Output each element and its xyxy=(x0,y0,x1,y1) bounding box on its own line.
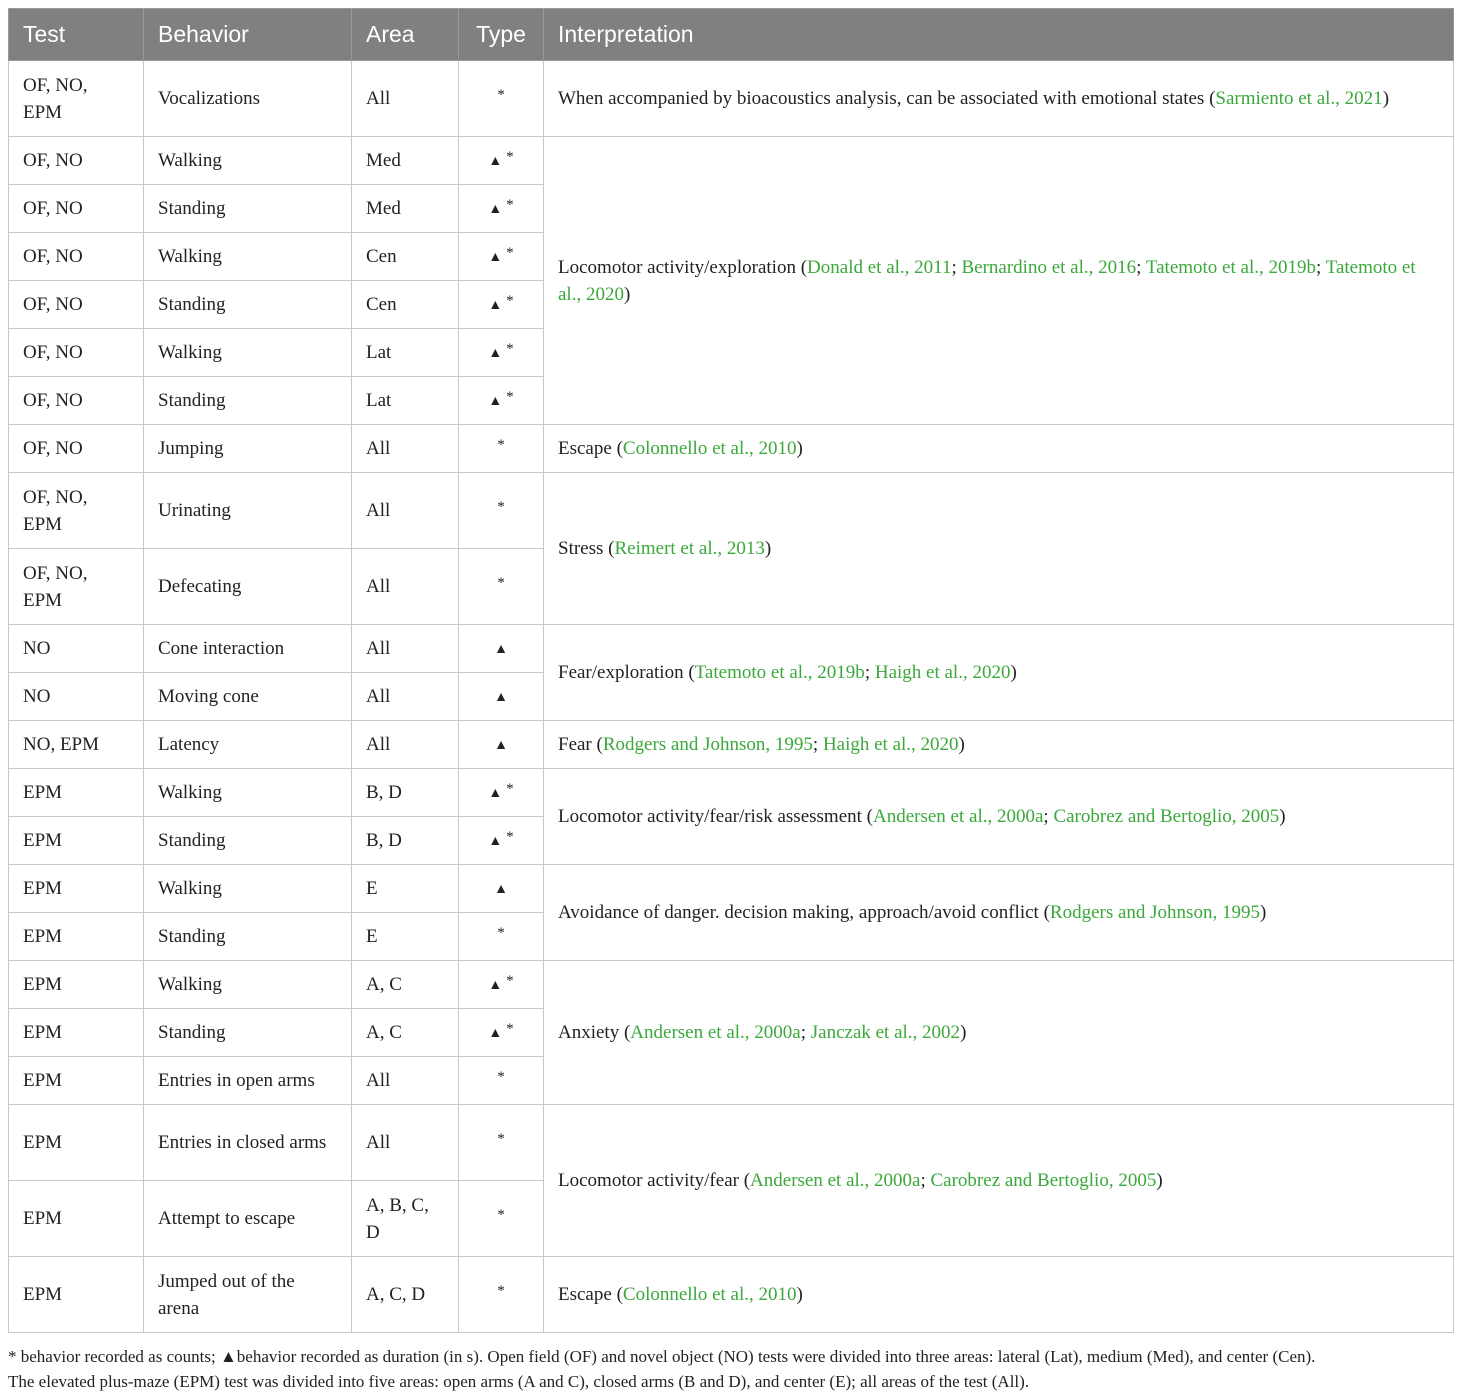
table-row xyxy=(9,961,1454,1009)
citation-link[interactable]: Reimert et al., 2013 xyxy=(614,538,765,559)
cell-behavior: Standing xyxy=(144,817,352,865)
interpretation-label: When accompanied by bioacoustics analysis, can be associated with emotional states xyxy=(558,88,1205,109)
table-row xyxy=(9,721,1454,769)
cell-test: OF, NO xyxy=(9,137,144,185)
count-asterisk-icon: * xyxy=(506,341,514,357)
duration-triangle-icon: ▲ xyxy=(488,298,503,313)
citation-link[interactable]: Colonnello et al., 2010 xyxy=(622,1284,797,1305)
citation-link[interactable]: Carobrez and Bertoglio, 2005 xyxy=(1053,806,1280,827)
table-row xyxy=(9,865,1454,913)
duration-triangle-icon: ▲ xyxy=(488,394,503,409)
table-footnote xyxy=(8,1344,1456,1394)
cell-area: A, C xyxy=(352,961,459,1009)
interpretation-label: Locomotor activity/fear xyxy=(558,1170,739,1191)
cell-test: OF, NO, EPM xyxy=(9,473,144,549)
header-interpretation: Interpretation xyxy=(544,9,1454,61)
count-asterisk-icon: * xyxy=(497,575,505,591)
cell-interpretation: Locomotor activity/exploration (Donald et al., 2011; Bernardino et al., 2016; Tatemoto et al., 2019b; Tatemoto et al., 2020) xyxy=(544,137,1454,425)
cell-test: NO xyxy=(9,625,144,673)
duration-triangle-icon: ▲ xyxy=(494,642,508,657)
duration-triangle-icon: ▲ xyxy=(488,834,503,849)
cell-type xyxy=(459,377,544,425)
table-row xyxy=(9,1257,1454,1333)
cell-behavior: Walking xyxy=(144,233,352,281)
citation-link[interactable]: Andersen et al., 2000a xyxy=(750,1170,921,1191)
cell-behavior: Walking xyxy=(144,137,352,185)
cell-behavior: Standing xyxy=(144,281,352,329)
cell-behavior: Cone interaction xyxy=(144,625,352,673)
cell-area: All xyxy=(352,625,459,673)
count-asterisk-icon: * xyxy=(497,1283,505,1299)
duration-triangle-icon: ▲ xyxy=(494,738,508,753)
citation-link[interactable]: Tatemoto et al., 2020 xyxy=(558,256,1416,305)
duration-triangle-icon: ▲ xyxy=(488,202,503,217)
table-row xyxy=(9,769,1454,817)
cell-area: All xyxy=(352,1105,459,1181)
cell-interpretation: When accompanied by bioacoustics analysis, can be associated with emotional states (Sarmiento et al., 2021) xyxy=(544,61,1454,137)
cell-type xyxy=(459,425,544,473)
header-row xyxy=(9,9,1454,61)
cell-behavior: Vocalizations xyxy=(144,61,352,137)
cell-type xyxy=(459,329,544,377)
cell-type xyxy=(459,913,544,961)
table-row xyxy=(9,473,1454,549)
cell-interpretation: Fear (Rodgers and Johnson, 1995; Haigh et al., 2020) xyxy=(544,721,1454,769)
duration-triangle-icon: ▲ xyxy=(494,690,508,705)
behavior-table xyxy=(8,8,1454,1333)
cell-behavior: Entries in open arms xyxy=(144,1057,352,1105)
cell-behavior: Urinating xyxy=(144,473,352,549)
cell-type xyxy=(459,61,544,137)
duration-triangle-icon: ▲ xyxy=(488,1026,503,1041)
citation-link[interactable]: Haigh et al., 2020 xyxy=(822,734,959,755)
cell-area: B, D xyxy=(352,817,459,865)
footnote-line-1: * behavior recorded as counts; ▲behavior recorded as duration (in s). Open field (OF) and novel object (NO) tests were divided into three areas: lateral (Lat), medium (Med), and center (Cen). xyxy=(8,1347,1316,1366)
cell-interpretation: Anxiety (Andersen et al., 2000a; Janczak et al., 2002) xyxy=(544,961,1454,1105)
cell-behavior: Latency xyxy=(144,721,352,769)
count-asterisk-icon: * xyxy=(497,1069,505,1085)
cell-behavior: Walking xyxy=(144,865,352,913)
citation-link[interactable]: Andersen et al., 2000a xyxy=(630,1022,801,1043)
cell-test: EPM xyxy=(9,913,144,961)
cell-area: E xyxy=(352,865,459,913)
cell-area: A, B, C, D xyxy=(352,1181,459,1257)
count-asterisk-icon: * xyxy=(506,197,514,213)
cell-type xyxy=(459,817,544,865)
cell-test: EPM xyxy=(9,769,144,817)
cell-test: OF, NO xyxy=(9,377,144,425)
citation-link[interactable]: Colonnello et al., 2010 xyxy=(622,438,797,459)
table-row xyxy=(9,1105,1454,1181)
count-asterisk-icon: * xyxy=(506,829,514,845)
cell-behavior: Standing xyxy=(144,1009,352,1057)
cell-type xyxy=(459,1105,544,1181)
interpretation-label: Fear/exploration xyxy=(558,662,684,683)
count-asterisk-icon: * xyxy=(506,245,514,261)
cell-behavior: Jumping xyxy=(144,425,352,473)
cell-area: E xyxy=(352,913,459,961)
cell-test: NO xyxy=(9,673,144,721)
citation-link[interactable]: Rodgers and Johnson, 1995 xyxy=(602,734,813,755)
citation-link[interactable]: Bernardino et al., 2016 xyxy=(961,256,1137,278)
cell-area: Med xyxy=(352,137,459,185)
cell-behavior: Standing xyxy=(144,913,352,961)
cell-area: All xyxy=(352,673,459,721)
cell-area: Cen xyxy=(352,281,459,329)
cell-test: EPM xyxy=(9,1009,144,1057)
duration-triangle-icon: ▲ xyxy=(488,978,503,993)
cell-test: EPM xyxy=(9,1181,144,1257)
duration-triangle-icon: ▲ xyxy=(488,154,503,169)
interpretation-label: Avoidance of danger. decision making, approach/avoid conflict xyxy=(558,902,1039,923)
cell-area: Lat xyxy=(352,377,459,425)
cell-area: All xyxy=(352,425,459,473)
cell-behavior: Standing xyxy=(144,185,352,233)
cell-type xyxy=(459,1181,544,1257)
cell-interpretation: Locomotor activity/fear/risk assessment (Andersen et al., 2000a; Carobrez and Bertoglio, 2005) xyxy=(544,769,1454,865)
cell-test: OF, NO xyxy=(9,233,144,281)
citation-link[interactable]: Tatemoto et al., 2019b xyxy=(1145,256,1316,278)
header-test: Test xyxy=(9,9,144,61)
cell-type xyxy=(459,281,544,329)
footnote-line-2: The elevated plus-maze (EPM) test was divided into five areas: open arms (A and C), closed arms (B and D), and center (E); all areas of the test (All). xyxy=(8,1372,1030,1391)
interpretation-label: Stress xyxy=(558,538,604,559)
cell-interpretation: Avoidance of danger. decision making, approach/avoid conflict (Rodgers and Johnson, 1995) xyxy=(544,865,1454,961)
header-behavior: Behavior xyxy=(144,9,352,61)
cell-behavior: Walking xyxy=(144,769,352,817)
cell-type xyxy=(459,769,544,817)
cell-behavior: Defecating xyxy=(144,549,352,625)
citation-link[interactable]: Rodgers and Johnson, 1995 xyxy=(1049,902,1260,923)
cell-interpretation: Escape (Colonnello et al., 2010) xyxy=(544,1257,1454,1333)
cell-test: EPM xyxy=(9,865,144,913)
count-asterisk-icon: * xyxy=(506,1021,514,1037)
cell-behavior: Jumped out of the arena xyxy=(144,1257,352,1333)
cell-type xyxy=(459,137,544,185)
cell-type xyxy=(459,185,544,233)
cell-test: EPM xyxy=(9,1105,144,1181)
duration-triangle-icon: ▲ xyxy=(488,250,503,265)
citation-link[interactable]: Andersen et al., 2000a xyxy=(873,806,1044,827)
cell-interpretation: Stress (Reimert et al., 2013) xyxy=(544,473,1454,625)
cell-area: A, C xyxy=(352,1009,459,1057)
cell-type xyxy=(459,1257,544,1333)
cell-area: Med xyxy=(352,185,459,233)
cell-type xyxy=(459,549,544,625)
header-type: Type xyxy=(459,9,544,61)
cell-area: Lat xyxy=(352,329,459,377)
header-area: Area xyxy=(352,9,459,61)
count-asterisk-icon: * xyxy=(506,293,514,309)
table-row xyxy=(9,425,1454,473)
interpretation-label: Escape xyxy=(558,438,612,459)
cell-behavior: Attempt to escape xyxy=(144,1181,352,1257)
table-row xyxy=(9,137,1454,185)
cell-area: All xyxy=(352,1057,459,1105)
cell-interpretation: Fear/exploration (Tatemoto et al., 2019b; Haigh et al., 2020) xyxy=(544,625,1454,721)
cell-type xyxy=(459,673,544,721)
count-asterisk-icon: * xyxy=(506,781,514,797)
cell-type xyxy=(459,1009,544,1057)
citation-link[interactable]: Sarmiento et al., 2021 xyxy=(1215,88,1383,109)
citation-link[interactable]: Carobrez and Bertoglio, 2005 xyxy=(930,1170,1157,1191)
cell-test: EPM xyxy=(9,1257,144,1333)
cell-test: EPM xyxy=(9,961,144,1009)
count-asterisk-icon: * xyxy=(506,149,514,165)
duration-triangle-icon: ▲ xyxy=(488,346,503,361)
count-asterisk-icon: * xyxy=(506,973,514,989)
cell-interpretation: Locomotor activity/fear (Andersen et al., 2000a; Carobrez and Bertoglio, 2005) xyxy=(544,1105,1454,1257)
cell-type xyxy=(459,233,544,281)
duration-triangle-icon: ▲ xyxy=(494,882,508,897)
count-asterisk-icon: * xyxy=(497,499,505,515)
count-asterisk-icon: * xyxy=(497,925,505,941)
citation-link[interactable]: Janczak et al., 2002 xyxy=(810,1022,961,1043)
cell-test: OF, NO xyxy=(9,329,144,377)
count-asterisk-icon: * xyxy=(497,437,505,453)
interpretation-label: Locomotor activity/fear/risk assessment xyxy=(558,806,862,827)
cell-test: EPM xyxy=(9,1057,144,1105)
cell-type xyxy=(459,721,544,769)
cell-test: OF, NO, EPM xyxy=(9,61,144,137)
cell-area: All xyxy=(352,61,459,137)
interpretation-label: Fear xyxy=(558,734,592,755)
cell-test: OF, NO xyxy=(9,281,144,329)
count-asterisk-icon: * xyxy=(506,389,514,405)
table-row xyxy=(9,61,1454,137)
cell-area: All xyxy=(352,721,459,769)
cell-behavior: Standing xyxy=(144,377,352,425)
cell-type xyxy=(459,473,544,549)
cell-area: Cen xyxy=(352,233,459,281)
cell-test: OF, NO xyxy=(9,185,144,233)
count-asterisk-icon: * xyxy=(497,1131,505,1147)
interpretation-label: Locomotor activity/exploration xyxy=(558,256,796,278)
cell-type xyxy=(459,961,544,1009)
table-row xyxy=(9,625,1454,673)
duration-triangle-icon: ▲ xyxy=(488,786,503,801)
cell-test: OF, NO xyxy=(9,425,144,473)
cell-area: All xyxy=(352,473,459,549)
cell-area: All xyxy=(352,549,459,625)
count-asterisk-icon: * xyxy=(497,87,505,103)
cell-behavior: Walking xyxy=(144,961,352,1009)
cell-area: B, D xyxy=(352,769,459,817)
cell-type xyxy=(459,625,544,673)
cell-interpretation: Escape (Colonnello et al., 2010) xyxy=(544,425,1454,473)
cell-test: NO, EPM xyxy=(9,721,144,769)
citation-link[interactable]: Donald et al., 2011 xyxy=(807,256,952,278)
cell-type xyxy=(459,865,544,913)
cell-behavior: Moving cone xyxy=(144,673,352,721)
count-asterisk-icon: * xyxy=(497,1207,505,1223)
citation-link[interactable]: Tatemoto et al., 2019b xyxy=(694,662,865,683)
cell-behavior: Entries in closed arms xyxy=(144,1105,352,1181)
cell-test: OF, NO, EPM xyxy=(9,549,144,625)
interpretation-label: Escape xyxy=(558,1284,612,1305)
interpretation-label: Anxiety xyxy=(558,1022,620,1043)
cell-test: EPM xyxy=(9,817,144,865)
cell-area: A, C, D xyxy=(352,1257,459,1333)
cell-behavior: Walking xyxy=(144,329,352,377)
citation-link[interactable]: Haigh et al., 2020 xyxy=(874,662,1011,683)
cell-type xyxy=(459,1057,544,1105)
